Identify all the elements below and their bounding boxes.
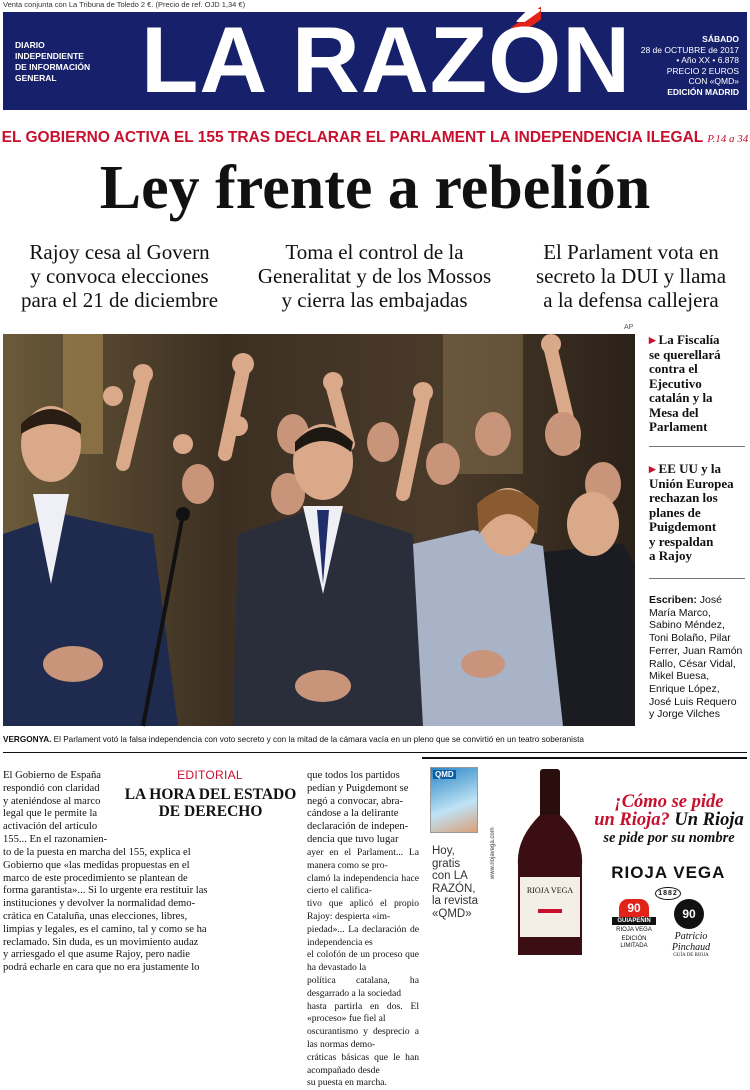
text-line: que todos los partidos: [307, 770, 400, 781]
sidebar-line: Parlament: [649, 419, 708, 434]
bottle-label: RIOJA VEGA: [526, 886, 574, 895]
masthead-tagline: [15, 40, 90, 84]
text-line: dencia que tuvo lugar: [307, 833, 399, 845]
subhead-line: a la defensa callejera: [543, 288, 719, 312]
qmd-promo-text: [432, 845, 492, 921]
sidebar-line: catalán y la: [649, 390, 713, 405]
arrow-icon: ▸: [649, 461, 656, 476]
tagline-line: INDEPENDIENTE: [15, 51, 84, 61]
sidebar-line: contra el: [649, 361, 698, 376]
text-line: podrá echarle en cara que no era justamente lo: [3, 962, 200, 974]
text-line: forma garantista»... Si lo urgente era restituir las: [3, 885, 208, 897]
newspaper-logo[interactable]: LA RAZÓN: [141, 7, 632, 112]
brand-year: 1882: [655, 887, 681, 900]
promo-line: RAZÓN,: [432, 882, 476, 895]
brand-name: RIOJA VEGA: [611, 863, 725, 882]
text-line: crática en Cataluña, unas elecciones, libres,: [3, 910, 188, 922]
sidebar-line: EE UU y la: [658, 461, 722, 476]
sidebar-line: Puigdemont: [649, 519, 717, 534]
guia-name: GUIAPEÑIN: [612, 917, 656, 925]
text-line: y ateniéndose al marco: [3, 795, 101, 807]
sidebar-line: Unión Europea: [649, 475, 734, 491]
top-price-line: Venta conjunta con La Tribuna de Toledo 2 €. (Precio de ref. OJD 1,34 €): [3, 0, 246, 9]
qmd-logo: QMD: [435, 770, 454, 779]
rioja-vega-logo: [598, 863, 738, 903]
signature-sub: GUÍA DE RIOJA: [673, 953, 709, 958]
photo-caption: [3, 735, 743, 744]
promo-line: Hoy,: [432, 845, 455, 857]
wine-bottle-icon: [510, 769, 590, 955]
guia-text: EDICIÓN LIMITADA: [620, 936, 648, 949]
sidebar-line: y respaldan: [649, 533, 714, 549]
signature: [666, 931, 716, 958]
wine-bottle: [510, 769, 590, 955]
writer: Rallo, César Vidal,: [649, 657, 736, 670]
guia-text: RIOJA VEGA: [616, 927, 652, 933]
issue-number: • Año XX • 6.878: [676, 55, 739, 65]
sidebar-divider: [649, 578, 745, 579]
writer: Sabino Méndez,: [649, 619, 725, 632]
subhead-rajoy[interactable]: [2, 240, 237, 312]
editorial-col1-bottom: [3, 847, 303, 975]
subhead-line: secreto la DUI y llama: [535, 264, 727, 288]
slogan-line: se pide por su nombre: [603, 830, 735, 846]
text-line: negó a convocar, abra-: [307, 795, 404, 807]
sidebar-line: a Rajoy: [649, 548, 692, 563]
rioja-slogan: [594, 793, 744, 847]
edition: EDICIÓN MADRID: [667, 86, 739, 97]
text-line: cráticas básicas que le han acompañado desde: [307, 1051, 419, 1076]
text-line: 155... En el razonamien-: [3, 833, 108, 845]
main-headline[interactable]: Ley frente a rebelión: [99, 154, 651, 222]
lead-photo[interactable]: [3, 334, 635, 726]
subhead-line: El Parlament vota en: [543, 240, 719, 264]
writer: Mikel Buesa,: [649, 670, 710, 683]
promo-line: con LA: [432, 870, 468, 883]
signature-text: Patricio Pinchaud: [671, 931, 711, 953]
arrow-icon: ▸: [649, 332, 656, 347]
qmd-magazine-cover[interactable]: [430, 767, 478, 833]
sidebar-item-eeuu[interactable]: [649, 462, 745, 564]
weekday: SÁBADO: [702, 34, 739, 44]
writer: José Luis Requero: [649, 695, 737, 708]
subhead-parlament[interactable]: [514, 240, 748, 312]
guia-penin-badge: [612, 899, 656, 950]
slogan-line: un Rioja?: [594, 810, 670, 830]
text-line: piedad»... La declaración de independencia es: [307, 923, 419, 948]
text-line: legal que le permite la: [3, 808, 98, 820]
text-line: su puesta en marcha.: [307, 1077, 387, 1089]
guia-score: 90: [619, 899, 649, 917]
promo-line: gratis: [432, 857, 461, 870]
sidebar-line: Mesa del: [649, 404, 699, 420]
writers-list: [649, 594, 745, 721]
kicker-text: EL GOBIERNO ACTIVA EL 155 TRAS DECLARAR EL PARLAMENT LA INDEPENDENCIA ILEGAL: [1, 129, 704, 146]
masthead-date-info: [641, 34, 739, 97]
writer: José: [696, 594, 722, 606]
editorial-col1-top: [3, 770, 111, 847]
writer: y Jorge Vilches: [649, 708, 721, 721]
writer: Toni Bolaño, Pilar: [649, 632, 731, 645]
sidebar-line: se querellará: [649, 346, 721, 362]
parliament-photo-illustration: [3, 334, 635, 726]
text-line: respondió con claridad: [3, 782, 100, 794]
subhead-line: y convoca elecciones: [30, 264, 209, 288]
sidebar-divider: [649, 446, 745, 447]
text-line: política catalana, ha desgarrado a la sociedad: [307, 974, 419, 999]
promo-line: la revista: [432, 895, 479, 908]
text-line: clamó la independencia hace cierto el califica-: [307, 872, 419, 897]
writers-label: Escriben:: [649, 594, 697, 606]
tagline-line: DIARIO: [15, 40, 45, 50]
text-line: ayer en el Parlament... La manera como se pro-: [307, 847, 419, 871]
kicker-pages: P.14 a 34: [707, 133, 749, 145]
sidebar-line: Ejecutivo: [649, 375, 702, 391]
text-line: marco de este procedimiento se plantean de: [3, 872, 188, 884]
subhead-generalitat[interactable]: [242, 240, 507, 312]
tagline-line: DE INFORMACIÓN: [15, 62, 91, 72]
subhead-line: y cierra las embajadas: [281, 288, 468, 312]
advertisement[interactable]: [422, 757, 747, 958]
text-line: tivo que aplicó el propio Rajoy: despierta «im-: [307, 898, 419, 922]
date: 28 de OCTUBRE de 2017: [640, 44, 739, 55]
subhead-line: Toma el control de la: [285, 240, 464, 264]
text-line: y arriesgado el que asume Rajoy, pero nadie: [3, 949, 190, 961]
editorial-col2-top: [307, 770, 417, 847]
text-line: Gobierno que «las medidas propuestas en el: [3, 859, 190, 871]
writer: Enrique López,: [649, 682, 720, 695]
section-divider: [3, 752, 747, 753]
text-line: el colofón de un proceso que ha devastado la: [307, 949, 419, 974]
editorial-tag: EDITORIAL: [177, 768, 243, 782]
text-line: declaración de indepen-: [307, 821, 409, 833]
text-line: pedían y Puigdemont se: [307, 782, 409, 794]
writer: Ferrer, Juan Ramón: [649, 644, 743, 657]
sidebar-item-fiscalia[interactable]: [649, 333, 745, 435]
text-line: activación del artículo: [3, 821, 98, 833]
score-seal: 90: [674, 899, 704, 929]
kicker: [0, 129, 750, 147]
sidebar-line: rechazan los: [649, 490, 718, 505]
subhead-line: Generalitat y de los Mossos: [257, 264, 492, 288]
text-line: reclamado. Sin duda, es un movimiento audaz: [3, 936, 199, 948]
text-line: hasta partirla en dos. El «proceso» fue fiel al: [307, 1000, 419, 1025]
photo-credit: AP: [624, 324, 634, 331]
sidebar-line: planes de: [649, 504, 701, 520]
text-line: limpias y legales, es el camino, tal y como se ha: [3, 923, 207, 935]
sidebar-line: La Fiscalía: [658, 332, 720, 347]
subhead-line: Rajoy cesa al Govern: [29, 240, 210, 264]
title-line: DE DERECHO: [158, 803, 263, 820]
title-line: LA HORA DEL ESTADO: [124, 786, 297, 803]
masthead: [3, 7, 747, 112]
caption-label: VERGONYA.: [3, 735, 52, 744]
caption-text: El Parlament votó la falsa independencia con voto secreto y con la mitad de la cámara vacía en un pleno que se convirtió en un teatro soberanista: [51, 735, 584, 744]
editorial-col2-bottom: [307, 847, 419, 1090]
text-line: oscurantismo y desprecio a las normas demo-: [307, 1026, 419, 1050]
text-line: El Gobierno de España: [3, 770, 101, 781]
slogan-line: Un Rioja: [669, 810, 744, 830]
text-line: to de la puesta en marcha del 155, explica el: [3, 847, 191, 858]
subhead-line: para el 21 de diciembre: [20, 288, 219, 312]
writer: María Marco,: [649, 606, 711, 619]
price: PRECIO 2 EUROS: [666, 65, 739, 76]
editorial-title[interactable]: [118, 786, 303, 820]
tagline-line: GENERAL: [15, 73, 57, 83]
text-line: instituciones y devolver la normalidad demo-: [3, 898, 196, 910]
text-line: cándose a la delirante: [307, 808, 399, 820]
price-extra: CON «QMD»: [688, 76, 739, 86]
ad-website: www.riojavega.com: [490, 827, 496, 879]
slogan-line: ¡Cómo se pide: [614, 792, 724, 812]
promo-line: «QMD»: [432, 907, 472, 920]
